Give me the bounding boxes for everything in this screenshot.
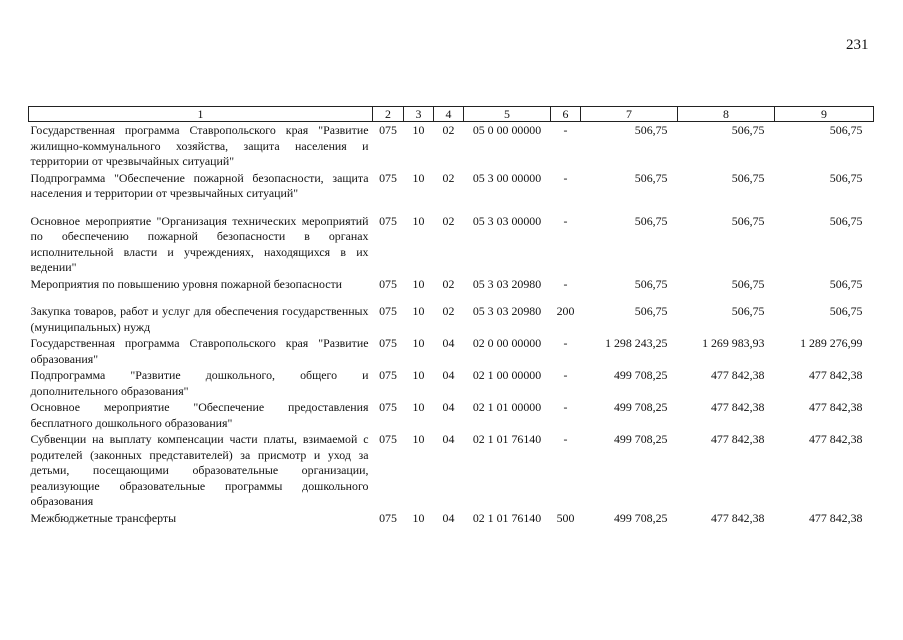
row-col5: 05 0 00 00000	[472, 123, 542, 137]
row-col8: 477 842,38	[710, 400, 765, 414]
header-cell-7: 7	[581, 107, 678, 122]
table-row	[29, 399, 874, 431]
header-cell-2: 2	[373, 107, 404, 122]
row-col2: 075	[379, 336, 397, 350]
row-col7: 499 708,25	[613, 432, 668, 446]
row-col3: 10	[412, 336, 425, 350]
row-col3: 10	[412, 276, 425, 291]
row-name: Мероприятия по повышению уровня пожарной безопасности	[30, 276, 343, 291]
row-col6: -	[563, 170, 568, 185]
row-col8: 506,75	[731, 304, 765, 318]
row-spacer	[29, 292, 874, 303]
row-col2: 075	[379, 432, 397, 446]
row-col8: 506,75	[731, 123, 765, 137]
row-col6: -	[563, 368, 568, 382]
header-row	[29, 107, 874, 122]
header-cell-8: 8	[678, 107, 775, 122]
row-col4: 02	[442, 304, 455, 318]
row-name: Закупка товаров, работ и услуг для обеспечения государственных (муниципальных) нужд	[30, 304, 369, 334]
row-col8: 1 269 983,93	[702, 336, 765, 350]
row-col4: 04	[442, 400, 455, 414]
row-name: Основное мероприятие "Обеспечение предоставления бесплатного дошкольного образования"	[30, 400, 369, 430]
row-col3: 10	[412, 510, 425, 525]
row-col6: -	[563, 123, 568, 137]
row-col8: 506,75	[731, 170, 765, 185]
row-col6: 200	[556, 304, 575, 318]
row-col5: 05 3 03 00000	[472, 213, 542, 228]
row-name: Субвенции на выплату компенсации части платы, взимаемой с родителей (законных представителей) за присмотр и уход за детьми, посещающими образовательные организации, реализующие образовательные программы дошкольного образования	[30, 432, 369, 508]
row-col9: 477 842,38	[808, 510, 863, 525]
row-col5: 02 1 00 00000	[472, 368, 542, 382]
header-cell-5: 5	[464, 107, 551, 122]
row-col9: 506,75	[829, 213, 863, 228]
row-col5: 02 1 01 76140	[472, 510, 542, 525]
row-name: Государственная программа Ставропольского края "Развитие жилищно-коммунального хозяйства, защита населения и территории от чрезвычайных ситуаций"	[30, 123, 369, 168]
row-col4: 02	[442, 213, 455, 228]
row-col7: 506,75	[634, 123, 668, 137]
row-col9: 477 842,38	[808, 368, 863, 382]
row-col3: 10	[412, 123, 425, 137]
row-name: Межбюджетные трансферты	[30, 510, 177, 525]
table-row	[29, 213, 874, 276]
row-col2: 075	[379, 276, 397, 291]
header-cell-6: 6	[551, 107, 581, 122]
row-col5: 05 3 00 00000	[472, 170, 542, 185]
row-col3: 10	[412, 400, 425, 414]
row-col2: 075	[379, 123, 397, 137]
row-col3: 10	[412, 368, 425, 382]
header-cell-9: 9	[775, 107, 874, 122]
row-col5: 02 0 00 00000	[472, 336, 542, 350]
budget-table	[28, 106, 874, 526]
row-col5: 02 1 01 00000	[472, 400, 542, 414]
row-col7: 1 298 243,25	[605, 336, 668, 350]
row-spacer	[29, 202, 874, 213]
row-name: Подпрограмма "Развитие дошкольного, общего и дополнительного образования"	[30, 368, 369, 398]
row-col2: 075	[379, 304, 397, 318]
row-col7: 506,75	[634, 213, 668, 228]
row-col9: 506,75	[829, 170, 863, 185]
header-cell-3: 3	[404, 107, 434, 122]
row-col7: 506,75	[634, 304, 668, 318]
row-col2: 075	[379, 510, 397, 525]
row-col4: 04	[442, 336, 455, 350]
row-col4: 04	[442, 432, 455, 446]
table-row	[29, 431, 874, 510]
row-col6: -	[563, 432, 568, 446]
row-name: Основное мероприятие "Организация технических мероприятий по обеспечению пожарной безопасности в органах исполнительной власти и учреждениях, находящихся в их ведении"	[30, 213, 369, 274]
row-col7: 506,75	[634, 170, 668, 185]
row-col9: 477 842,38	[808, 400, 863, 414]
row-col3: 10	[412, 213, 425, 228]
row-col3: 10	[412, 432, 425, 446]
table-row	[29, 510, 874, 527]
row-name: Подпрограмма "Обеспечение пожарной безопасности, защита населения и территории от чрезвычайных ситуаций"	[30, 170, 369, 200]
row-col6: -	[563, 213, 568, 228]
row-col2: 075	[379, 368, 397, 382]
row-col5: 05 3 03 20980	[472, 276, 542, 291]
row-col9: 477 842,38	[808, 432, 863, 446]
table-row	[29, 170, 874, 202]
page-number: 231	[846, 37, 869, 53]
table-row	[29, 367, 874, 399]
row-col2: 075	[379, 213, 397, 228]
row-col3: 10	[412, 170, 425, 185]
row-col8: 477 842,38	[710, 510, 765, 525]
table-row	[29, 276, 874, 293]
header-cell-1: 1	[29, 107, 373, 122]
row-col9: 506,75	[829, 304, 863, 318]
row-col6: -	[563, 276, 568, 291]
row-col8: 477 842,38	[710, 432, 765, 446]
row-col6: -	[563, 336, 568, 350]
row-col4: 04	[442, 368, 455, 382]
row-col9: 506,75	[829, 123, 863, 137]
row-col9: 506,75	[829, 276, 863, 291]
row-col6: 500	[556, 510, 575, 525]
row-col7: 499 708,25	[613, 368, 668, 382]
row-col5: 02 1 01 76140	[472, 432, 542, 446]
row-col3: 10	[412, 304, 425, 318]
row-col7: 499 708,25	[613, 400, 668, 414]
row-col8: 477 842,38	[710, 368, 765, 382]
header-cell-4: 4	[434, 107, 464, 122]
row-col4: 02	[442, 123, 455, 137]
row-col8: 506,75	[731, 276, 765, 291]
table-row	[29, 303, 874, 335]
row-col4: 04	[442, 510, 455, 525]
row-col9: 1 289 276,99	[800, 336, 863, 350]
row-name: Государственная программа Ставропольского края "Развитие образования"	[30, 336, 369, 366]
row-col7: 499 708,25	[613, 510, 668, 525]
row-col2: 075	[379, 400, 397, 414]
row-col8: 506,75	[731, 213, 765, 228]
table-row	[29, 335, 874, 367]
row-col5: 05 3 03 20980	[472, 304, 542, 318]
row-col4: 02	[442, 170, 455, 185]
row-col6: -	[563, 400, 568, 414]
row-col4: 02	[442, 276, 455, 291]
table-row	[29, 122, 874, 170]
row-col7: 506,75	[634, 276, 668, 291]
row-col2: 075	[379, 170, 397, 185]
